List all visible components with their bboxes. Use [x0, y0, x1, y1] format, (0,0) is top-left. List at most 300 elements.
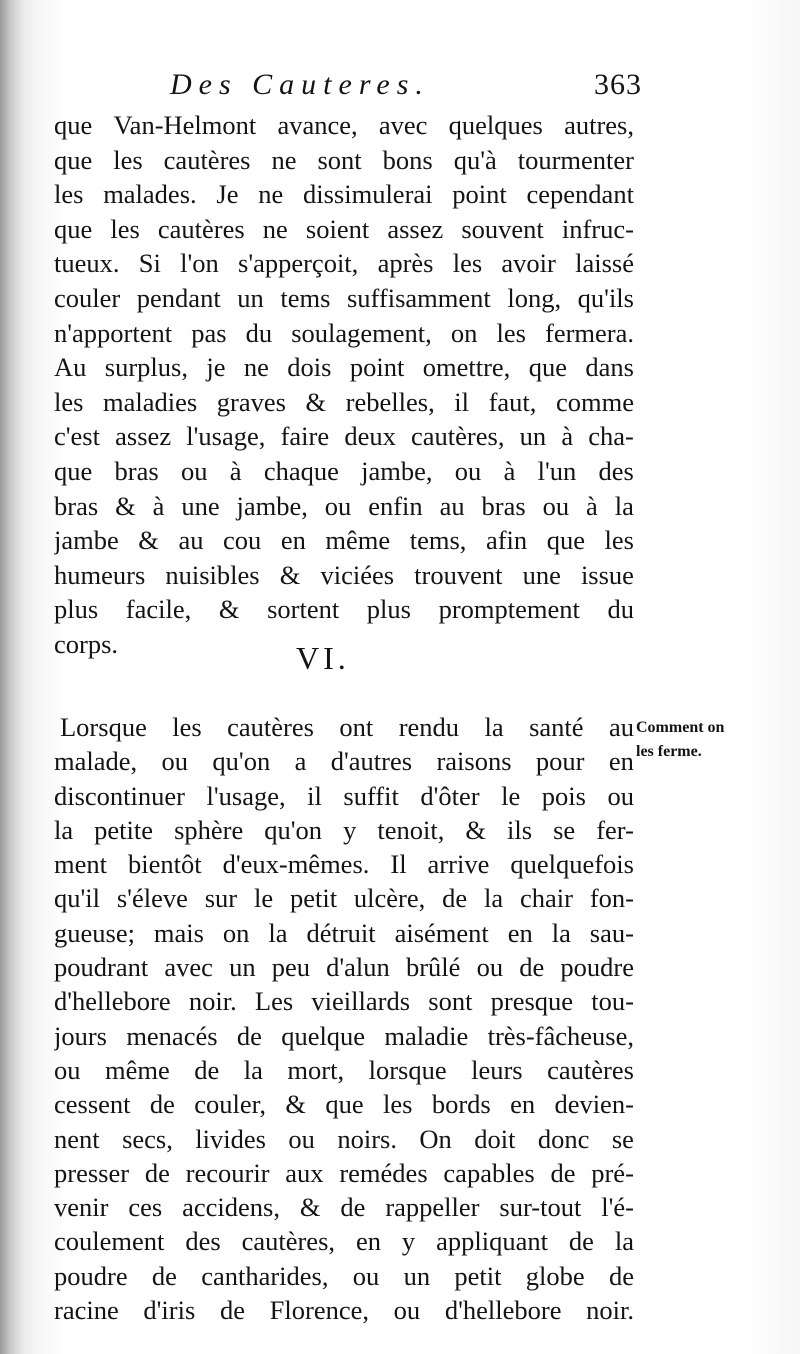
word: cependant [526, 179, 634, 210]
word: Lorsque [60, 712, 147, 742]
section-heading: VI. [296, 640, 350, 676]
word: du [245, 317, 273, 348]
word: chair [520, 883, 573, 914]
word: cautères [227, 712, 314, 742]
word: d'iris [143, 1295, 196, 1326]
word: cautères [157, 213, 245, 244]
word: un [237, 282, 264, 313]
word: afin [485, 525, 528, 556]
text-line [54, 950, 634, 984]
text-line [54, 592, 634, 627]
word: avance, [277, 110, 358, 140]
word: bientôt [127, 849, 202, 880]
word: de [608, 1260, 634, 1291]
word: point [349, 352, 405, 383]
word: tueux. [54, 248, 120, 279]
word: en [510, 1089, 536, 1120]
word: qu'ils [577, 282, 634, 313]
word: & [299, 1192, 321, 1223]
word: gueuse; [54, 917, 135, 948]
word: infruc- [561, 213, 634, 244]
text-line [54, 316, 634, 351]
word: quelque [281, 1020, 366, 1051]
word: poudre [560, 952, 634, 983]
word: d'hellebore [444, 1295, 562, 1326]
word: Il [390, 849, 407, 880]
word: s'éleve [116, 883, 188, 914]
word: d'autres [330, 746, 413, 777]
word: cessent [54, 1089, 131, 1120]
word: souvent [461, 213, 544, 244]
word: les [496, 317, 526, 348]
word: secs, [122, 1123, 173, 1154]
word: des [598, 455, 634, 486]
word: accidens, [182, 1192, 280, 1223]
word: la [484, 712, 504, 742]
word: cou [223, 525, 262, 556]
word: plus [54, 594, 99, 625]
word: aux [285, 1157, 324, 1188]
text-line [54, 350, 634, 385]
text-line [54, 916, 634, 950]
word: y [343, 814, 357, 845]
word: assez [387, 213, 444, 244]
word: laissé [575, 248, 634, 279]
text-line [54, 523, 634, 558]
text-line [54, 710, 634, 744]
word: Van-Helmont [113, 110, 257, 140]
word: à [561, 421, 574, 452]
word: jambe, [236, 490, 308, 521]
word: les [172, 712, 202, 742]
word: jours [54, 1020, 107, 1051]
text-line [54, 454, 634, 489]
word: en [355, 1226, 381, 1257]
word: de [550, 1157, 576, 1188]
word: tenoit, [377, 814, 445, 845]
text-line [54, 813, 634, 847]
word: globe [525, 1260, 585, 1291]
word: d'alun [326, 952, 390, 983]
word: pré- [591, 1157, 634, 1188]
word: la [484, 883, 504, 914]
word: qu'il [54, 883, 100, 914]
word: ne [258, 179, 284, 210]
word: santé [529, 712, 584, 742]
word: dans [585, 352, 634, 383]
word: menacés [126, 1020, 218, 1051]
word: se [611, 1123, 634, 1154]
word: l'on [180, 248, 219, 279]
word: rappeller [385, 1192, 480, 1223]
text-line [54, 1053, 634, 1087]
word: quelques [448, 110, 543, 140]
word: issue [580, 559, 634, 590]
word: avec [164, 952, 213, 983]
word: point [452, 179, 507, 210]
word: dois [287, 352, 332, 383]
word: assez [115, 421, 172, 452]
word: qu'on [264, 814, 323, 845]
word: de [442, 883, 468, 914]
word: pour [535, 746, 585, 777]
page-edge-shadow [740, 0, 800, 1354]
word: la [614, 490, 634, 521]
word: ou [476, 952, 504, 983]
word: omettre, [422, 352, 511, 383]
text-line [54, 419, 634, 454]
word: la [551, 917, 571, 948]
word: que [54, 455, 93, 486]
text-line [54, 177, 634, 212]
word: tems, [409, 525, 467, 556]
word: ou [542, 490, 570, 521]
word: sphère [174, 814, 244, 845]
word: & [138, 525, 159, 556]
word: de [568, 1226, 594, 1257]
word: noirs. [337, 1123, 397, 1154]
word: pois [541, 780, 586, 811]
word: on [450, 317, 478, 348]
word: sont [428, 986, 473, 1017]
text-line [54, 385, 634, 420]
word: bras [54, 490, 99, 521]
word: mais [153, 917, 204, 948]
word: les [54, 179, 84, 210]
margin-note [636, 716, 796, 764]
word: capables [443, 1157, 535, 1188]
word: très-fâcheuse, [487, 1020, 634, 1051]
show-through-text [650, 340, 654, 362]
word: ou [288, 1123, 315, 1154]
word: livides [195, 1123, 266, 1154]
word: raisons [436, 746, 512, 777]
word: détruit [306, 917, 376, 948]
word: à [586, 490, 598, 521]
word: bons [382, 144, 433, 175]
text-line [54, 246, 634, 281]
word: un [519, 421, 547, 452]
word: plus [366, 594, 411, 625]
word: une [522, 559, 561, 590]
text-line [54, 108, 634, 143]
word: l'un [537, 455, 577, 486]
text-line [54, 1190, 634, 1224]
word: la [268, 917, 288, 948]
word: de [151, 1260, 177, 1291]
margin-note-line: Comment on [636, 719, 725, 736]
word: suffit [343, 780, 399, 811]
text-line [54, 212, 634, 247]
word: maladies [103, 386, 198, 417]
word: la [243, 1054, 263, 1085]
word: s'apperçoit, [238, 248, 359, 279]
paragraph-2 [54, 710, 634, 1327]
word: je [206, 352, 226, 383]
word: devien- [554, 1089, 634, 1120]
word: d'hellebore [54, 986, 171, 1017]
word: noir. [586, 1295, 634, 1326]
word: on [222, 917, 250, 948]
word: de [149, 1089, 175, 1120]
word: ment [54, 849, 107, 880]
text-line [54, 744, 634, 778]
word: de [194, 1054, 220, 1085]
word: malades. [103, 179, 197, 210]
word: fon- [589, 883, 634, 914]
word: que [54, 144, 93, 175]
word: l'usage, [206, 780, 286, 811]
word: faire [280, 421, 330, 452]
word: Je [216, 179, 239, 210]
text-line [54, 489, 634, 524]
word: presque [490, 986, 574, 1017]
word: jambe [54, 525, 119, 556]
word: les [54, 386, 84, 417]
word: ou [454, 455, 482, 486]
word: avoir [501, 248, 556, 279]
paragraph-1 [54, 108, 634, 662]
word: poudre [54, 1260, 128, 1291]
word: du [607, 594, 634, 625]
word: racine [54, 1295, 119, 1326]
word: le [253, 883, 274, 914]
word: une [181, 490, 220, 521]
word: rendu [398, 712, 460, 742]
word: maladie [384, 1020, 469, 1051]
word: au [178, 525, 204, 556]
word: fermera. [545, 317, 634, 348]
word: un [403, 1260, 431, 1291]
word: arrive [427, 849, 490, 880]
text-line [54, 984, 634, 1018]
word: & [465, 814, 486, 845]
word: cha- [588, 421, 634, 452]
word: remédes [339, 1157, 428, 1188]
word: ou [180, 455, 208, 486]
word: & [305, 386, 327, 417]
word: vieillards [311, 986, 411, 1017]
word: autres, [564, 110, 634, 140]
word: jambe, [361, 455, 433, 486]
word: dissimulerai [302, 179, 433, 210]
margin-note-line: les ferme. [636, 743, 702, 760]
word: rebelles, [345, 386, 435, 417]
word: couler [54, 282, 121, 313]
word: à [229, 455, 242, 486]
word: que [528, 352, 567, 383]
word: que [54, 213, 93, 244]
word: après [377, 248, 434, 279]
word: y [401, 1226, 416, 1257]
word: viciées [320, 559, 395, 590]
word: ou [393, 1295, 421, 1326]
word: cautères [163, 144, 251, 175]
word: peu [271, 952, 310, 983]
word: ont [339, 712, 374, 742]
word: appliquant [436, 1226, 548, 1257]
word: Florence, [269, 1295, 369, 1326]
word: coulement [54, 1226, 165, 1257]
word: donc [537, 1123, 590, 1154]
word: brûlé [405, 952, 461, 983]
text-line [54, 1087, 634, 1121]
word: tems [280, 282, 331, 313]
text-line [54, 1293, 634, 1327]
word: fer- [596, 814, 634, 845]
word: tou- [591, 986, 634, 1017]
word: d'ôter [420, 780, 480, 811]
word: recourir [185, 1157, 270, 1188]
word: cautères [547, 1054, 634, 1085]
word: & [218, 594, 240, 625]
word: comme [555, 386, 634, 417]
word: ou [54, 1054, 81, 1085]
text-line [54, 281, 634, 316]
word: sont [317, 144, 362, 175]
word: chaque [263, 455, 339, 486]
word: de [236, 1020, 262, 1051]
word: la [614, 1226, 634, 1257]
word: Au [54, 352, 87, 383]
word: n'apportent [54, 317, 173, 348]
word: cantharides, [201, 1260, 329, 1291]
word: il [307, 780, 322, 811]
word: nuisibles [165, 559, 260, 590]
word: que [54, 110, 93, 140]
word: & [279, 559, 301, 590]
word: deux [344, 421, 396, 452]
word: sau- [589, 917, 634, 948]
word: ulcère, [353, 883, 426, 914]
word: la [54, 814, 74, 845]
word: l'usage, [186, 421, 266, 452]
word: humeurs [54, 559, 146, 590]
word: avec [378, 110, 428, 140]
word: au [608, 712, 634, 742]
word: que [546, 525, 585, 556]
word: soient [305, 213, 370, 244]
word: presser [54, 1157, 130, 1188]
word: ne [262, 213, 288, 244]
word: On [419, 1123, 452, 1154]
word: sur [204, 883, 238, 914]
word: les [113, 144, 143, 175]
text-line [54, 847, 634, 881]
word: il [454, 386, 469, 417]
page-number: 363 [594, 68, 642, 101]
text-line [54, 558, 634, 593]
word: même [325, 525, 391, 556]
word: surplus, [104, 352, 188, 383]
text-line [54, 779, 634, 813]
word: soulagement, [291, 317, 432, 348]
word: graves [216, 386, 286, 417]
word: poudrant [54, 952, 149, 983]
word: suffisamment [346, 282, 491, 313]
word: en [608, 746, 634, 777]
word: l'é- [601, 1192, 634, 1223]
word: ils [507, 814, 533, 845]
text-line [54, 1224, 634, 1258]
word: long, [507, 282, 562, 313]
word: de [519, 952, 545, 983]
word: même [105, 1054, 170, 1085]
word: faut, [488, 386, 537, 417]
word: les [383, 1089, 413, 1120]
word: discontinuer [54, 780, 185, 811]
word: a [294, 746, 307, 777]
word: à [503, 455, 516, 486]
word: bords [431, 1089, 491, 1120]
word: les [604, 525, 634, 556]
word: enfin [368, 490, 423, 521]
word: promptement [438, 594, 580, 625]
word: petite [94, 814, 154, 845]
word: de [144, 1157, 170, 1188]
word: quelquefois [510, 849, 634, 880]
word: que [325, 1089, 364, 1120]
word: les [452, 248, 483, 279]
text-line [54, 1019, 634, 1053]
word: & [285, 1089, 307, 1120]
word: qu'on [212, 746, 271, 777]
running-title: Des Cauteres. [170, 68, 430, 101]
word: venir [54, 1192, 109, 1223]
word: sortent [267, 594, 340, 625]
word: ou [161, 746, 189, 777]
word: ou [352, 1260, 380, 1291]
word: les [110, 213, 140, 244]
word: cautères, [411, 421, 505, 452]
word: facile, [125, 594, 192, 625]
word: mort, [287, 1054, 345, 1085]
word: c'est [54, 421, 100, 452]
text-line [54, 1122, 634, 1156]
word: sur-tout [499, 1192, 582, 1223]
word: ces [128, 1192, 163, 1223]
word: un [229, 952, 256, 983]
word: couler, [194, 1089, 267, 1120]
text-line [54, 881, 634, 915]
word: malade, [54, 746, 138, 777]
word: de [340, 1192, 366, 1223]
word: lorsque [368, 1054, 447, 1085]
word: & [115, 490, 136, 521]
word: aisément [394, 917, 489, 948]
word: nent [54, 1123, 100, 1154]
word: se [553, 814, 576, 845]
line-text: corps. [54, 628, 119, 659]
word: en [280, 525, 306, 556]
text-line [54, 143, 634, 178]
word: en [507, 917, 533, 948]
word: d'eux-mêmes. [222, 849, 370, 880]
page-header [60, 68, 650, 108]
word: ne [243, 352, 269, 383]
word: pendant [136, 282, 221, 313]
word: ou [324, 490, 352, 521]
word: bras [481, 490, 526, 521]
word: à [152, 490, 165, 521]
word: noir. [188, 986, 237, 1017]
word: le [501, 780, 521, 811]
word: trouvent [414, 559, 503, 590]
word: tourmenter [517, 144, 634, 175]
word: qu'à [453, 144, 497, 175]
word: de [219, 1295, 245, 1326]
word: au [439, 490, 465, 521]
